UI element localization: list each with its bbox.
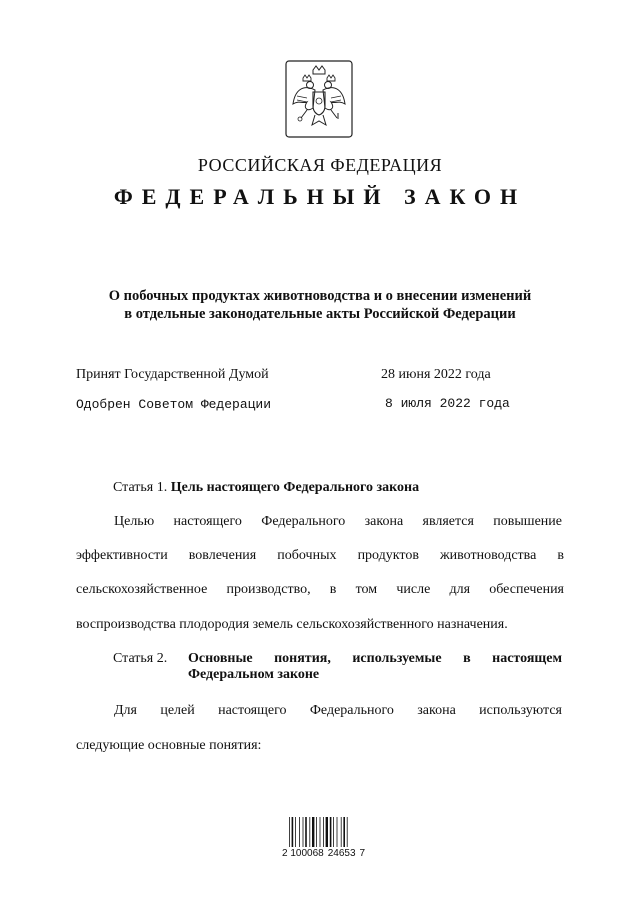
law-title-line-1: О побочных продуктах животноводства и о внесении изменений (108, 288, 532, 304)
article-1-heading (113, 480, 419, 496)
barcode-bar (330, 817, 332, 847)
council-approval-date: 8 июля 2022 года (385, 396, 510, 411)
barcode-bar (295, 817, 296, 847)
article-1-text-line-3: сельскохозяйственное производство, в том числе для обеспечения (76, 582, 564, 597)
barcode-bar (326, 817, 328, 847)
duma-adoption-label: Принят Государственной Думой (76, 367, 269, 382)
barcode-number-part-2: 24653 (327, 848, 356, 859)
country-name: РОССИЙСКАЯ ФЕДЕРАЦИЯ (197, 155, 443, 175)
barcode-number-part-1: 2 100068 (282, 848, 324, 859)
barcode-bar (316, 817, 317, 847)
article-2-title-line-2: Федеральном законе (188, 667, 320, 682)
barcode (288, 815, 354, 849)
article-1-title: Цель настоящего Федерального закона (170, 480, 420, 495)
article-1-text-line-1: Целью настоящего Федерального закона является повышение (114, 514, 562, 529)
barcode-bar (289, 817, 290, 847)
barcode-bar (320, 817, 321, 847)
article-1-label: Статья 1. (113, 480, 168, 495)
barcode-number (282, 848, 369, 859)
barcode-bar (337, 817, 338, 847)
law-title-line-2: в отдельные законодательные акты Российской Федерации (124, 306, 516, 322)
barcode-bar (303, 817, 304, 847)
barcode-bar (309, 817, 310, 847)
barcode-bar (347, 817, 348, 847)
duma-adoption-date: 28 июня 2022 года (381, 367, 491, 382)
barcode-bar (341, 817, 342, 847)
article-2-text-line-1: Для целей настоящего Федерального закона используются (114, 703, 562, 718)
barcode-bar (343, 817, 345, 847)
coat-of-arms-icon (285, 60, 353, 138)
article-2-text-line-2: следующие основные понятия: (76, 738, 262, 753)
barcode-bar (312, 817, 314, 847)
document-type: ФЕДЕРАЛЬНЫЙ ЗАКОН (113, 184, 527, 209)
article-2-label: Статья 2. (113, 651, 168, 666)
barcode-bar (305, 817, 307, 847)
article-1-text-line-4: воспроизводства плодородия земель сельскохозяйственного назначения. (76, 617, 508, 632)
barcode-bar (292, 817, 294, 847)
article-1-text-line-2: эффективности вовлечения побочных продуктов животноводства в (76, 548, 564, 563)
barcode-number-part-3: 7 (359, 848, 366, 859)
article-2-title-line-1: Основные понятия, используемые в настоящем (188, 651, 562, 666)
barcode-bar (333, 817, 334, 847)
barcode-bar (299, 817, 300, 847)
council-approval-label: Одобрен Советом Федерации (76, 397, 272, 412)
barcode-bar (323, 817, 324, 847)
